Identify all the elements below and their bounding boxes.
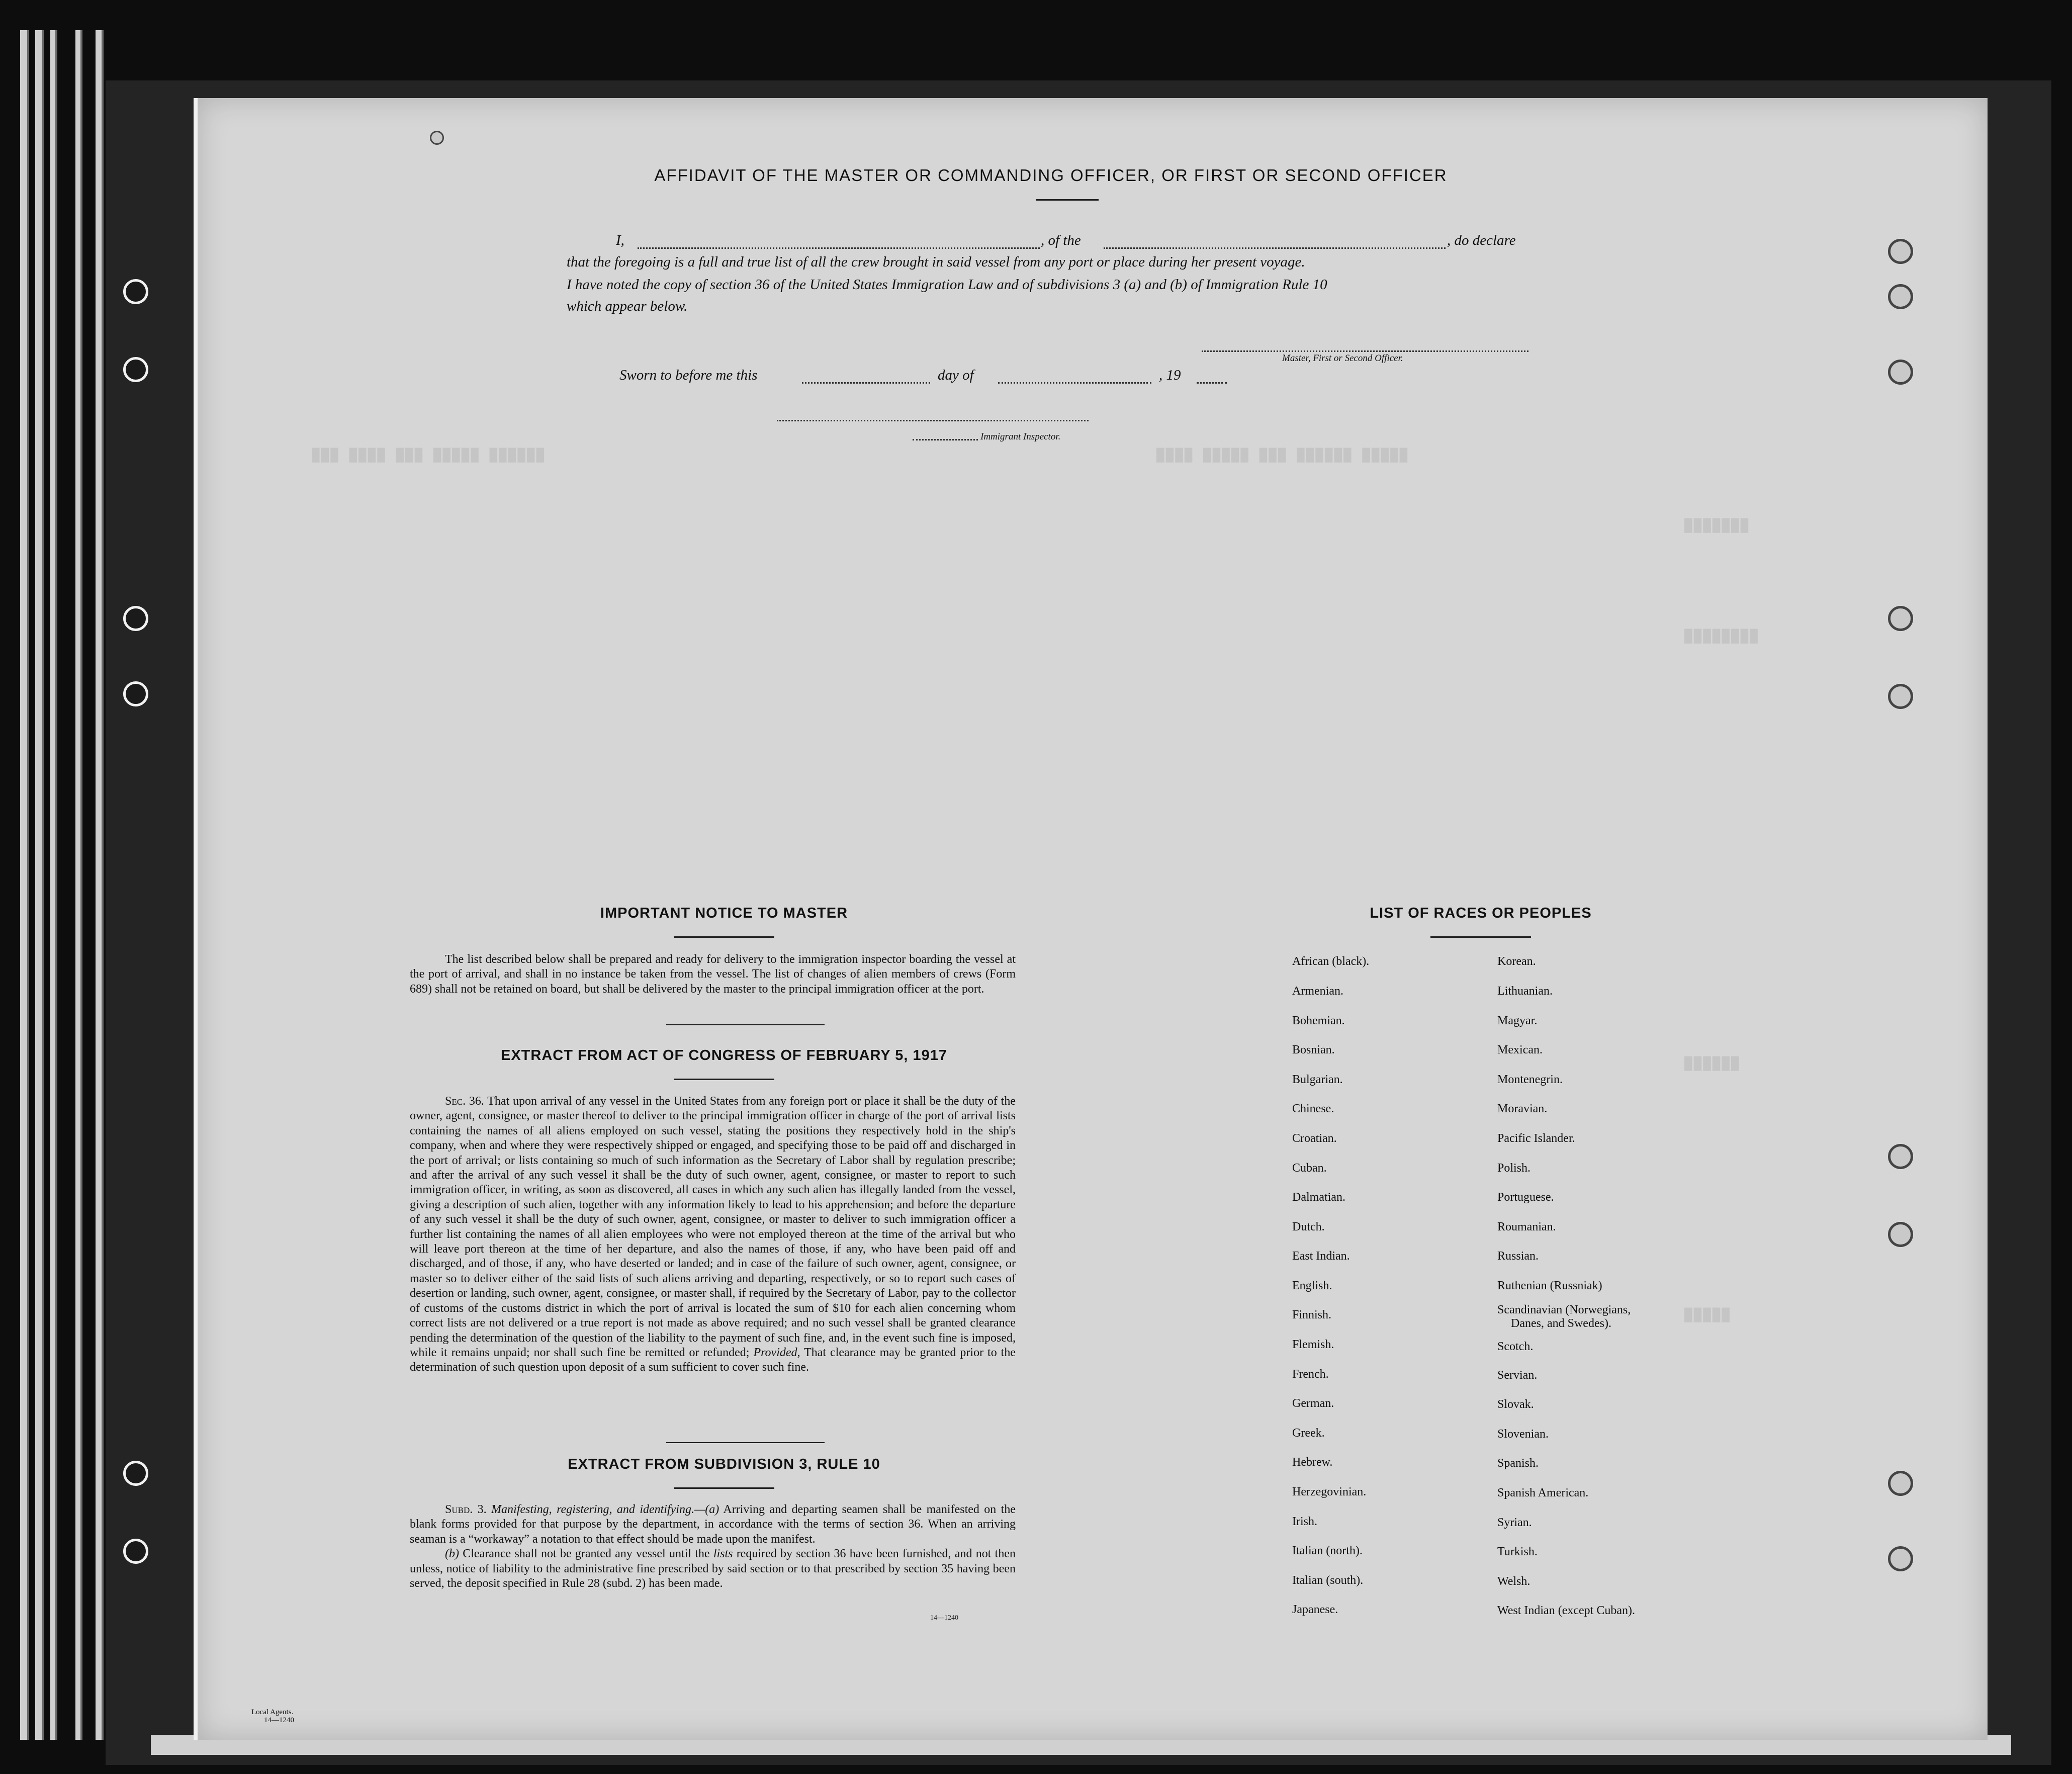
- race-item: Armenian.: [1292, 985, 1343, 998]
- notice-title: IMPORTANT NOTICE TO MASTER: [600, 905, 848, 921]
- race-item: Flemish.: [1292, 1338, 1334, 1351]
- race-item: Dalmatian.: [1292, 1191, 1345, 1204]
- form-number: 14—1240: [930, 1614, 958, 1622]
- notice-rule: [666, 1024, 825, 1025]
- race-item: Polish.: [1497, 1162, 1531, 1175]
- rule-subd-text: Arriving and departing seamen shall be manifested on the blank forms provided for that purpose by the department, in accordance with the terms of section 36. When an arriving seaman is a “workaway” a notation to that effect should be made upon the manifest.: [410, 1503, 1016, 1546]
- race-item: Herzegovinian.: [1292, 1485, 1367, 1498]
- race-item: Spanish.: [1497, 1457, 1539, 1470]
- binder-hole: [1888, 606, 1913, 631]
- affidavit-line3: I have noted the copy of section 36 of the United States Immigration Law and of subdivisions 3 (a) and (b) of Immigration Rule 10: [567, 277, 1327, 293]
- race-item: Spanish American.: [1497, 1486, 1589, 1499]
- act-title-rule: [674, 1079, 774, 1080]
- act-proviso-label: Provided,: [753, 1346, 800, 1359]
- races-title-rule: [1430, 936, 1531, 938]
- race-item: Russian.: [1497, 1250, 1539, 1263]
- race-item: Moravian.: [1497, 1102, 1548, 1115]
- notice-text: [410, 952, 1016, 997]
- race-item: West Indian (except Cuban).: [1497, 1604, 1635, 1617]
- race-item: Scandinavian (Norwegians,: [1497, 1303, 1631, 1316]
- race-item: French.: [1292, 1368, 1329, 1381]
- race-item: Cuban.: [1292, 1162, 1327, 1175]
- race-item: Scotch.: [1497, 1340, 1534, 1353]
- binder-edges: [20, 30, 111, 1740]
- name-blank[interactable]: [638, 247, 1040, 249]
- inspector-caption: Immigrant Inspector.: [980, 431, 1061, 442]
- binder-hole: [123, 606, 148, 631]
- act-body: That upon arrival of any vessel in the United States from any foreign port or place it shall be the duty of the owner, agent, consignee, or master thereof to deliver to the principal immigration officer in charge of the port of arrival lists containing the names of all aliens employed on such vessel, stating the positions they respectively hold in the ship's company, when and where they were respectively shipped or engaged, and specifying those to be paid off and discharged in the port of arrival; or lists containing so much of such information as the Secretary of Labor shall by regulation prescribe; and after the arrival of any such vessel it shall be the duty of such owner, agent, consignee, or master to report to such immigration officer, in writing, as soon as discovered, all cases in which any such alien has illegally landed from the vessel, giving a description of such alien, together with any information likely to lead to his apprehension; and before the departure of any such vessel it shall be the duty of such owner, agent, consignee, or master to deliver to such immigration officer a further list containing the names of all alien employees who were not employed thereon at the time of the arrival but who will leave port thereon at the time of her departure, and also the names of those, if any, who have been paid off and discharged, and of those, if any, who have deserted or landed; and in case of the failure of such owner, agent, consignee, or master so to deliver either of the said lists of such aliens arriving and departing, respectively, or so to report such cases of desertion or landing, such owner, agent, consignee, or master shall, if required by the Secretary of Labor, pay to the collector of customs of the customs district in which the port of arrival is located the sum of $10 for each alien concerning whom correct lists are not delivered or a true report is not made as above required; and no such vessel shall be granted clearance pending the determination of the question of the liability to the payment of such fine, and, in the event such fine is imposed, while it remains unpaid; nor shall such fine be remitted or refunded;: [410, 1095, 1016, 1359]
- race-item: Croatian.: [1292, 1132, 1337, 1145]
- vessel-blank[interactable]: [1104, 247, 1446, 249]
- binder-hole: [123, 357, 148, 382]
- race-item: Portuguese.: [1497, 1191, 1554, 1204]
- footer-form-number: 14—1240: [264, 1716, 294, 1724]
- binder-hole: [123, 279, 148, 304]
- race-item: Roumanian.: [1497, 1220, 1556, 1233]
- act-title: EXTRACT FROM ACT OF CONGRESS OF FEBRUARY 5, 1917: [500, 1047, 948, 1063]
- binder-hole: [1888, 684, 1913, 709]
- binder-hole: [1888, 1546, 1913, 1571]
- race-item: Danes, and Swedes).: [1511, 1317, 1611, 1330]
- act-proviso-text: That clearance may be granted prior to the determination of such question upon deposit of a sum sufficient to cover such fine.: [410, 1346, 1016, 1374]
- inspector-lead: [913, 439, 978, 440]
- race-item: Lithuanian.: [1497, 985, 1553, 998]
- race-item: Italian (south).: [1292, 1574, 1364, 1587]
- races-title: LIST OF RACES OR PEOPLES: [1370, 905, 1592, 921]
- binder-hole: [123, 1539, 148, 1564]
- rule-b-lists: lists: [713, 1547, 733, 1561]
- signature-blank[interactable]: [1202, 350, 1528, 352]
- rule-text: [410, 1502, 1016, 1591]
- race-item: Irish.: [1292, 1515, 1317, 1528]
- rule-title-rule: [674, 1487, 774, 1489]
- race-item: English.: [1292, 1279, 1332, 1292]
- race-item: African (black).: [1292, 955, 1370, 968]
- binder-hole: [1888, 1222, 1913, 1247]
- sworn-day-label: day of: [938, 367, 974, 383]
- affidavit-line4: which appear below.: [567, 298, 688, 314]
- race-item: East Indian.: [1292, 1250, 1350, 1263]
- race-item: Japanese.: [1292, 1603, 1338, 1616]
- rule-b-label: (b): [445, 1547, 459, 1561]
- race-item: Turkish.: [1497, 1545, 1538, 1558]
- footer-agents: Local Agents.: [251, 1708, 294, 1716]
- rule-b-text-1: Clearance shall not be granted any vessel until the: [463, 1547, 710, 1561]
- race-item: Italian (north).: [1292, 1544, 1363, 1557]
- race-item: Pacific Islander.: [1497, 1132, 1575, 1145]
- race-item: Dutch.: [1292, 1220, 1325, 1233]
- rule-title: EXTRACT FROM SUBDIVISION 3, RULE 10: [568, 1456, 880, 1472]
- binder-hole: [123, 1461, 148, 1486]
- signature-caption: Master, First or Second Officer.: [1282, 353, 1403, 364]
- sworn-prefix: Sworn to before me this: [619, 367, 758, 383]
- affidavit-line1-middle: , of the: [1041, 232, 1081, 248]
- race-item: Welsh.: [1497, 1575, 1530, 1588]
- notice-body: The list described below shall be prepared and ready for delivery to the immigration inspector boarding the vessel at the port of arrival, and shall in no instance be taken from the vessel. The list of changes of alien members of crews (Form 689) shall not be retained on board, but shall be delivered by the master to the principal immigration officer at the port.: [410, 953, 1016, 996]
- inspector-blank[interactable]: [777, 420, 1089, 421]
- act-rule: [666, 1442, 825, 1443]
- race-item: Bosnian.: [1292, 1043, 1335, 1056]
- race-item: German.: [1292, 1397, 1334, 1410]
- race-item: Bulgarian.: [1292, 1073, 1343, 1086]
- title-rule: [1036, 199, 1099, 201]
- affidavit-line1-prefix: I,: [616, 232, 624, 248]
- binder-hole: [430, 131, 444, 145]
- sworn-day-blank[interactable]: [802, 382, 930, 384]
- race-item: Hebrew.: [1292, 1456, 1333, 1469]
- race-item: Magyar.: [1497, 1014, 1538, 1027]
- affidavit-title: AFFIDAVIT OF THE MASTER OR COMMANDING OFFICER, OR FIRST OR SECOND OFFICER: [654, 166, 1448, 185]
- race-item: Korean.: [1497, 955, 1536, 968]
- race-item: Chinese.: [1292, 1102, 1334, 1115]
- race-item: Slovak.: [1497, 1398, 1534, 1411]
- sworn-month-blank[interactable]: [998, 382, 1151, 384]
- binder-hole: [1888, 239, 1913, 264]
- race-item: Montenegrin.: [1497, 1073, 1563, 1086]
- affidavit-line2: that the foregoing is a full and true list of all the crew brought in said vessel from any port or place during her present voyage.: [567, 254, 1305, 270]
- rule-b-text-2: required by section 36 have been furnished, and not then unless, notice of liability to the administrative fine prescribed by said section or to that prescribed by section 35 having been served, the deposit specified in Rule 28 (subd. 2) has been made.: [410, 1547, 1016, 1590]
- race-item: Slovenian.: [1497, 1428, 1549, 1441]
- binder-hole: [123, 681, 148, 706]
- race-item: Bohemian.: [1292, 1014, 1345, 1027]
- binder-hole: [1888, 1144, 1913, 1169]
- act-text: [410, 1094, 1016, 1375]
- race-item: Ruthenian (Russniak): [1497, 1279, 1602, 1292]
- race-item: Mexican.: [1497, 1043, 1543, 1056]
- rule-subd-heading: Manifesting, registering, and identifying.—(a): [491, 1503, 719, 1516]
- binder-hole: [1888, 1471, 1913, 1496]
- rule-subd-label: Subd. 3.: [445, 1503, 487, 1516]
- binder-hole: [1888, 284, 1913, 309]
- affidavit-line1-suffix: , do declare: [1447, 232, 1516, 248]
- notice-title-rule: [674, 936, 774, 938]
- race-item: Greek.: [1292, 1427, 1325, 1440]
- binder-hole: [1888, 360, 1913, 385]
- sworn-year-label: , 19: [1159, 367, 1181, 383]
- act-sec-label: Sec. 36.: [445, 1095, 484, 1108]
- race-item: Finnish.: [1292, 1308, 1332, 1321]
- race-item: Syrian.: [1497, 1516, 1532, 1529]
- race-item: Servian.: [1497, 1369, 1538, 1382]
- sworn-year-blank[interactable]: [1197, 382, 1227, 384]
